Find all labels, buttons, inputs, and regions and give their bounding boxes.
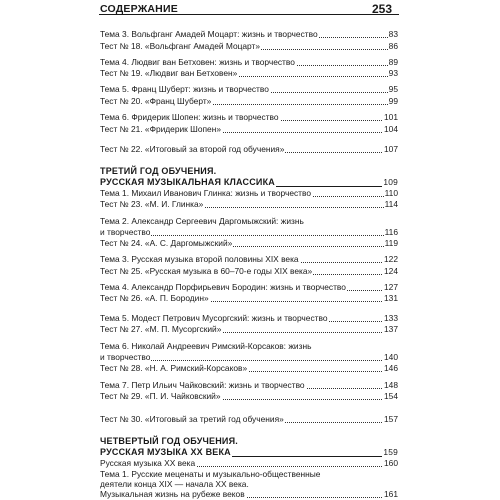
entry-page: 160 [384,458,398,468]
entry-title: Тема 6. Фридерик Шопен: жизнь и творчество [100,112,279,122]
entry-title: Тест № 25. «Русская музыка в 60–70-е годы XIX века» [100,266,313,276]
header-rule [99,14,399,15]
toc-entry [100,380,398,391]
entry-title: Русская музыка XX века [100,458,196,468]
entry-title: Тема 4. Людвиг ван Бетховен: жизнь и творчество [100,57,295,67]
heading-text: ЧЕТВЕРТЫЙ ГОД ОБУЧЕНИЯ. [100,436,238,446]
toc-entry [100,293,398,304]
entry-title: Тест № 19. «Людвиг ван Бетховен» [100,68,238,78]
heading-text: ТРЕТИЙ ГОД ОБУЧЕНИЯ. [100,166,217,176]
entry-page: 157 [384,414,398,424]
entry-title: Тест № 22. «Итоговый за второй год обучения» [100,144,285,154]
entry-page: 161 [384,489,398,499]
entry-title: Тема 3. Вольфганг Амадей Моцарт: жизнь и творчество [100,29,318,39]
entry-page: 86 [388,41,398,51]
entry-title: Тема 2. Александр Сергеевич Даргомыжский: жизнь [100,216,304,226]
entry-page: 137 [384,324,398,334]
toc-entry [100,414,398,425]
entry-page: 109 [383,177,398,187]
entry-page: 159 [383,447,398,457]
entry-page: 140 [384,352,398,362]
entry-page: 95 [388,84,398,94]
entry-title: Тема 1. Русские меценаты и музыкально-общественные [100,469,321,479]
entry-page: 122 [384,254,398,264]
toc-entry [100,324,398,335]
toc-entry [100,41,398,52]
entry-page: 154 [384,391,398,401]
entry-page: 119 [384,238,398,248]
toc-entry [100,341,398,352]
toc-entry [100,188,398,199]
entry-title: Тест № 30. «Итоговый за третий год обучения» [100,414,284,424]
toc-entry [100,238,398,249]
entry-title: Тест № 26. «А. П. Бородин» [100,293,209,303]
heading-text: РУССКАЯ МУЗЫКАЛЬНАЯ КЛАССИКА [100,177,275,187]
toc-entry [100,282,398,293]
toc-entry [100,29,398,40]
toc-entry [100,84,398,95]
entry-page: 114 [384,199,398,209]
entry-title: Тест № 29. «П. И. Чайковский» [100,391,221,401]
entry-page: 110 [384,188,398,198]
entry-page: 146 [384,363,398,373]
entry-page: 89 [388,57,398,67]
entry-title: Тест № 18. «Вольфганг Амадей Моцарт» [100,41,261,51]
entry-title: Тест № 21. «Фридерик Шопен» [100,124,221,134]
toc-entry [100,216,398,227]
toc-entry [100,57,398,68]
entry-title: и творчество [100,227,151,237]
entry-title: Тема 5. Модест Петрович Мусоргский: жизнь и творчество [100,313,328,323]
page-number: 253 [372,2,393,16]
entry-page: 101 [384,112,398,122]
entry-title: Тема 5. Франц Шуберт: жизнь и творчество [100,84,269,94]
entry-page: 127 [384,282,398,292]
entry-title: деятели конца XIX — начала XX века. [100,479,249,489]
toc-entry [100,254,398,265]
toc-entry [100,363,398,374]
entry-title: Тема 7. Петр Ильич Чайковский: жизнь и творчество [100,380,305,390]
entry-page: 116 [384,227,398,237]
toc-entry [100,96,398,107]
section-heading [100,177,398,188]
entry-title: Тест № 20. «Франц Шуберт» [100,96,212,106]
entry-title: Тест № 24. «А. С. Даргомыжский» [100,238,233,248]
toc-entry [100,391,398,402]
toc-entry [100,313,398,324]
entry-page: 107 [384,144,398,154]
toc-entry [100,112,398,123]
entry-title: и творчество [100,352,151,362]
running-head-title: СОДЕРЖАНИЕ [100,3,178,15]
entry-page: 133 [384,313,398,323]
entry-page: 131 [384,293,398,303]
entry-title: Музыкальная жизнь на рубеже веков [100,489,245,499]
toc-entry [100,352,398,363]
toc-entry [100,489,398,500]
entry-page: 104 [384,124,398,134]
toc-entry [100,124,398,135]
entry-page: 124 [384,266,398,276]
entry-title: Тест № 27. «М. П. Мусоргский» [100,324,222,334]
toc-entry [100,199,398,210]
toc-entry [100,68,398,79]
entry-page: 99 [388,96,398,106]
toc-entry [100,266,398,277]
entry-title: Тема 3. Русская музыка второй половины XIX века [100,254,299,264]
entry-title: Тема 6. Николай Андреевич Римский-Корсаков: жизнь [100,341,312,351]
entry-title: Тест № 23. «М. И. Глинка» [100,199,204,209]
page-header [0,0,500,22]
entry-title: Тест № 28. «Н. А. Римский-Корсаков» [100,363,248,373]
section-heading [100,166,398,177]
section-heading [100,436,398,447]
section-heading [100,447,398,458]
toc-entry [100,144,398,155]
entry-page: 83 [388,29,398,39]
entry-page: 93 [388,68,398,78]
toc-entry [100,227,398,238]
toc-entry [100,458,398,469]
entry-title: Тема 4. Александр Порфирьевич Бородин: жизнь и творчество [100,282,346,292]
entry-page: 148 [384,380,398,390]
heading-text: РУССКАЯ МУЗЫКА XX ВЕКА [100,447,231,457]
entry-title: Тема 1. Михаил Иванович Глинка: жизнь и творчество [100,188,312,198]
